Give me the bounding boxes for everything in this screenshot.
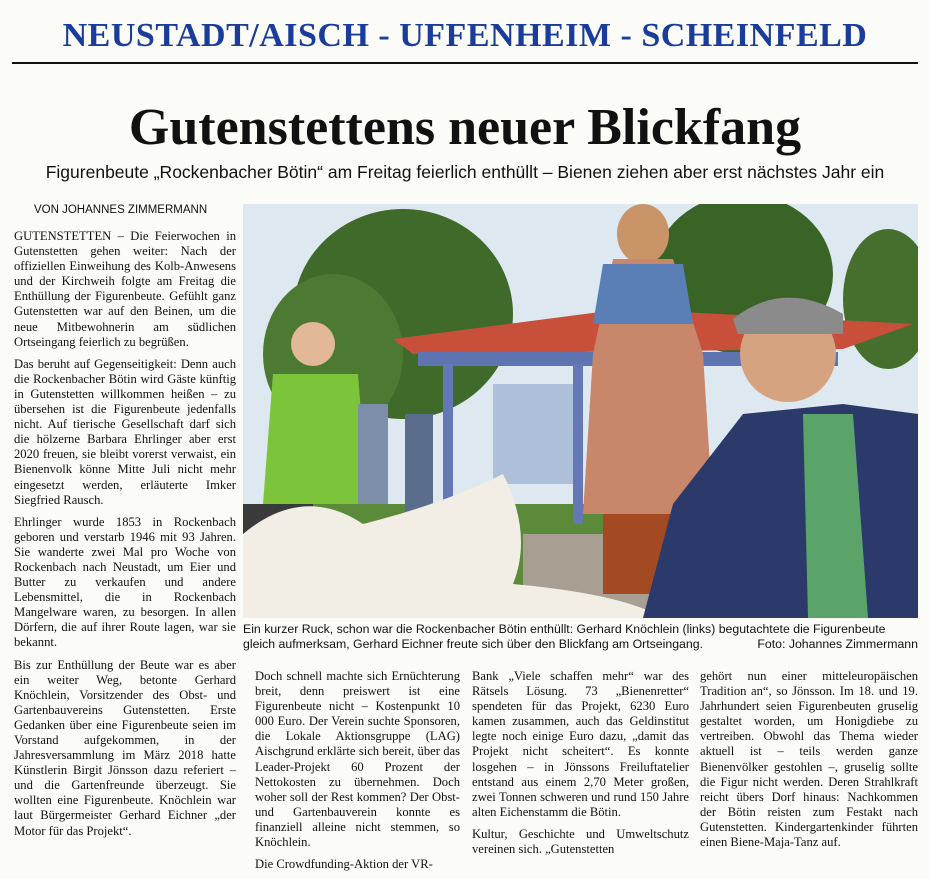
paragraph: Ehrlinger wurde 1853 in Rockenbach geboren und verstarb 1946 mit 93 Jahren. Sie wanderte zwei Mal pro Woche von Rockenbach nach Neustadt, um Eier und Butter zu verkaufen und andere Lebensmittel, die in Rockenbach Mangelware waren, zu besorgen. In allen Dörfern, die auf ihrer Route lagen, war sie bekannt. <box>14 514 236 650</box>
headline: Gutenstettens neuer Blickfang <box>128 99 802 156</box>
masthead: NEUSTADT/AISCH - UFFENHEIM - SCHEINFELD <box>62 17 868 54</box>
paragraph: Das beruht auf Gegenseitigkeit: Denn auch die Rockenbacher Bötin wird Gäste künftig in Gutenstetten willkommen heißen – zu übersehen ist die Figurenbeute jedenfalls nicht. Auf tierische Gesellschaft darf sich die hölzerne Barbara Ehrlinger aber erst 2020 freuen, sie bleibt vorerst verwaist, ein Bienenvolk könne Mitte Juli nicht mehr eingesetzt werden, erläuterte Imker Siegfried Rausch. <box>14 356 236 507</box>
photo-credit: Foto: Johannes Zimmermann <box>757 637 918 651</box>
article-column-4 <box>700 669 918 857</box>
masthead-rule <box>12 62 918 64</box>
article-column-2 <box>255 669 460 879</box>
statue-head <box>617 204 669 264</box>
caption-text: Ein kurzer Ruck, schon war die Rockenbacher Bötin enthüllt: Gerhard Knöchlein (links) begutachtete die Figurenbeute gleich aufmerksam, Gerhard Eichner freute sich über den Blickfang am Ortseingang. <box>243 622 886 651</box>
person-left-shirt <box>263 374 368 504</box>
article-column-3 <box>472 669 689 864</box>
paragraph: Bank „Viele schaffen mehr“ war des Rätsels Lösung. 73 „Bienenretter“ spendeten für das Projekt, 6230 Euro kamen zusammen, auch das Geldinstitut legte noch einige Euro dazu, „damit das Projekt nicht scheitert“. Es konnte losgehen – in Jönssons Freiluftatelier entstand aus einem 2,70 Meter großen, zwei Tonnen schweren und rund 150 Jahre alten Eichenstamm die Bötin. <box>472 669 689 819</box>
paragraph: Die Crowdfunding-Aktion der VR- <box>255 857 433 872</box>
article-column-1 <box>14 229 236 846</box>
article-photo <box>243 204 918 618</box>
paragraph: Bis zur Enthüllung der Beute war es aber ein weiter Weg, betonte Gerhard Knöchlein, Vorsitzender des Obst- und Gartenbauvereins Gutenstetten. Erste Gedanken über eine Figurenbeute seien im Vorstand aufgekommen, in der Jahresversammlung im März 2018 hatte Künstlerin Birgit Jönsson dazu referiert – und die Gartenfreunde überzeugt. Sie wollten eine Figurenbeute. Knöchlein war laut Bürgermeister Gerhard Eichner „der Motor für das Projekt“. <box>14 657 236 838</box>
subheadline: Figurenbeute „Rockenbacher Bötin“ am Freitag feierlich enthüllt – Bienen ziehen aber erst nächstes Jahr ein <box>45 162 885 182</box>
paragraph: Kultur, Geschichte und Umweltschutz vereinen sich. „Gutenstetten <box>472 826 689 857</box>
photo-caption <box>243 622 918 652</box>
paragraph: gehört nun einer mitteleuropäischen Tradition an“, so Jönsson. Im 18. und 19. Jahrhundert seien Figurenbeuten gruselig gestaltet worden, um Honigdiebe zu vertreiben. Obwohl das Thema wieder aktuell ist – teils werden ganze Bienenvölker gestohlen –, gruselig sollte die Figur nicht werden. Deren Strahlkraft reicht übers Dorf hinaus: Nachkommen der Bötin reisten zum Festakt nach Gutenstetten. Kindergartenkinder führten einen Biene-Maja-Tanz auf. <box>700 669 918 850</box>
person-left-head <box>291 322 335 366</box>
paragraph: Doch schnell machte sich Ernüchterung breit, denn preiswert ist eine Figurenbeute nicht – Kostenpunkt 10 000 Euro. Der Verein suchte Sponsoren, die Lokale Aktionsgruppe (LAG) Aischgrund erklärte sich bereit, über das Leader-Projekt 60 Prozent der Nettokosten zu übernehmen. Doch woher soll der Rest kommen? Der Obst- und Gartenbauverein konnte es finanziell alleine nicht stemmen, so Knöchlein. <box>255 669 460 850</box>
paragraph: GUTENSTETTEN – Die Feierwochen in Gutenstetten gehen weiter: Nach der offiziellen Einweihung des Kolb-Anwesens und der Kirchweih folgte am Freitag die Enthüllung der Figurenbeute. Gefühlt ganz Gutenstetten war auf den Beinen, um die neue Mitbewohnerin am südlichen Ortseingang feierlich zu begrüßen. <box>14 229 236 349</box>
byline: VON JOHANNES ZIMMERMANN <box>34 204 208 216</box>
